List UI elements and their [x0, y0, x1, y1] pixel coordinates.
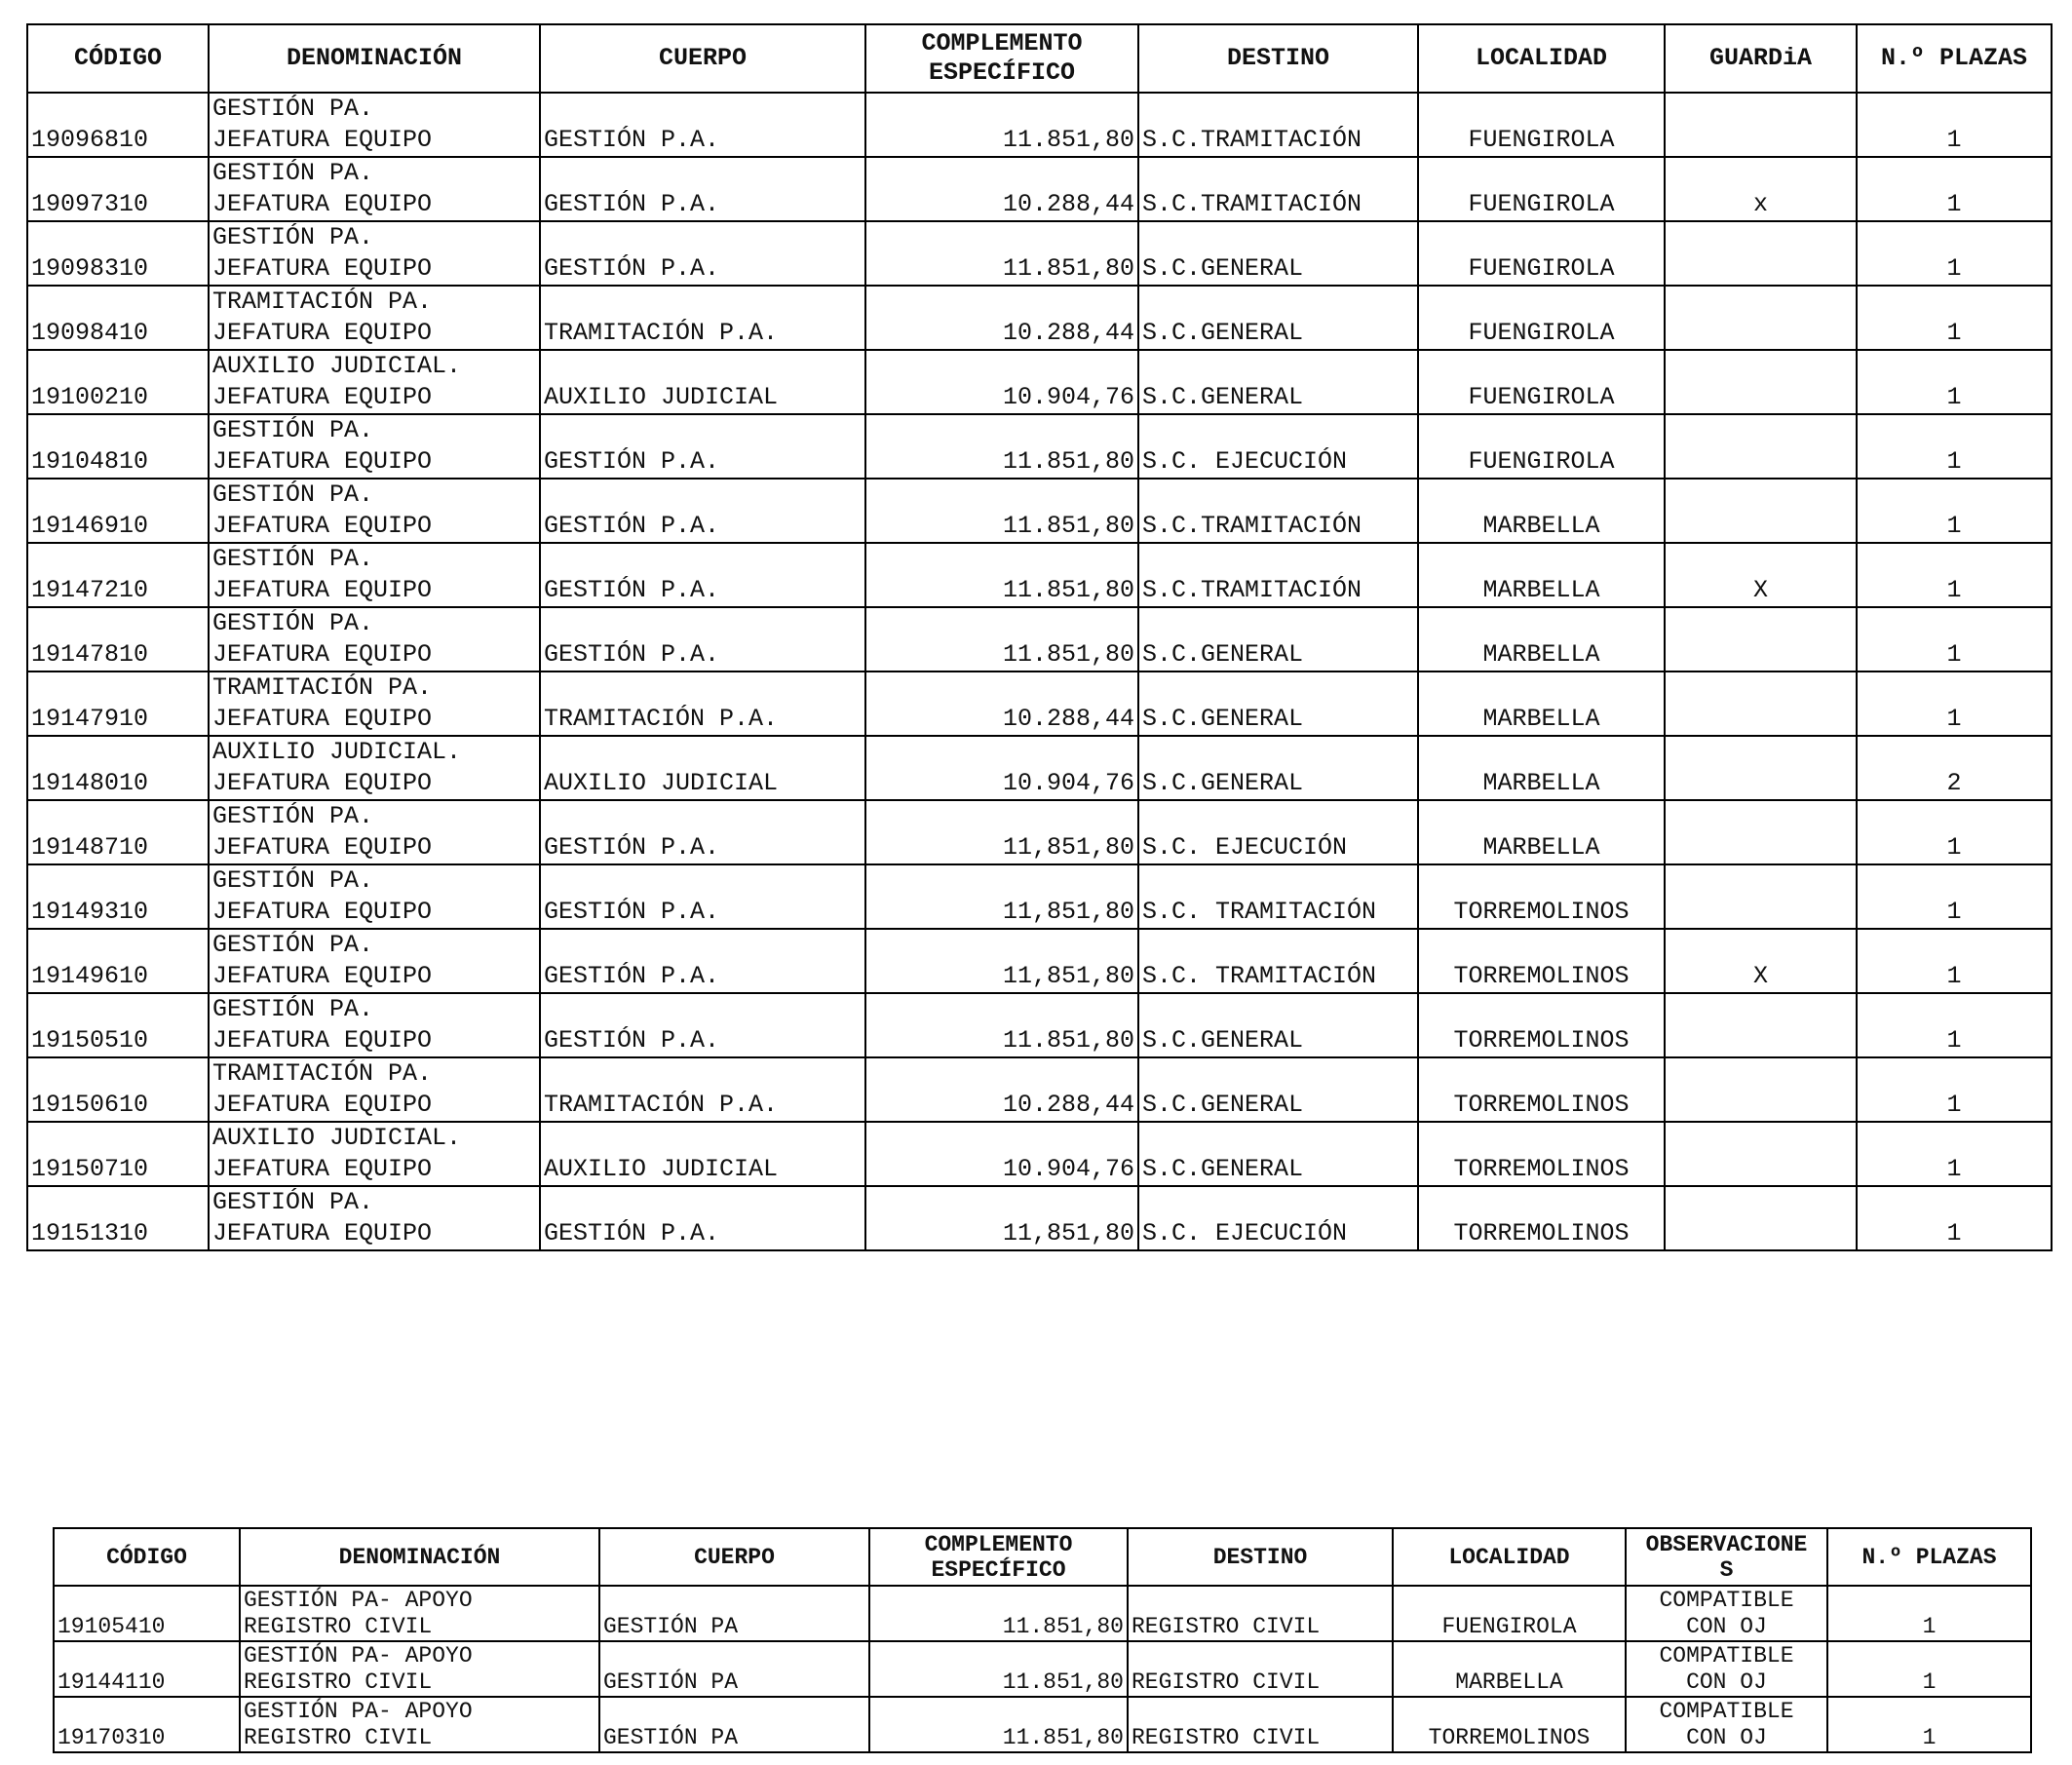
denominacion-cell	[209, 414, 540, 479]
table-header-row	[27, 24, 2052, 93]
guardia-cell	[1665, 479, 1857, 543]
localidad-cell: MARBELLA	[1418, 543, 1665, 607]
complemento-cell: 11,851,80	[865, 800, 1138, 864]
observaciones-cell	[1626, 1641, 1827, 1697]
codigo-cell: 19149610	[27, 929, 209, 993]
destino-cell: S.C.TRAMITACIÓN	[1138, 543, 1418, 607]
table-row	[27, 607, 2052, 671]
plazas-cell: 1	[1857, 607, 2052, 671]
denominacion-cell-line: REGISTRO CIVIL	[244, 1614, 433, 1639]
observaciones-cell-line: CON OJ	[1686, 1614, 1767, 1639]
table-row	[27, 671, 2052, 736]
plazas-cell: 1	[1857, 1186, 2052, 1250]
denominacion-cell-line: JEFATURA EQUIPO	[212, 1219, 433, 1247]
destino-cell: S.C.GENERAL	[1138, 350, 1418, 414]
denominacion-cell-line: TRAMITACIÓN PA.	[212, 288, 433, 316]
complemento-cell: 11.851,80	[865, 607, 1138, 671]
guardia-cell	[1665, 800, 1857, 864]
destino-cell: S.C. TRAMITACIÓN	[1138, 929, 1418, 993]
denominacion-cell	[209, 736, 540, 800]
localidad-cell: TORREMOLINOS	[1418, 1186, 1665, 1250]
destino-cell: S.C.TRAMITACIÓN	[1138, 157, 1418, 221]
denominacion-cell-line: GESTIÓN PA.	[212, 416, 374, 444]
header-guardia: GUARDiA	[1665, 24, 1857, 93]
destino-cell: S.C.GENERAL	[1138, 1057, 1418, 1122]
localidad-cell: FUENGIROLA	[1418, 93, 1665, 157]
puestos-table-jefatura	[26, 23, 2053, 1251]
cuerpo-cell: GESTIÓN P.A.	[540, 800, 865, 864]
codigo-cell: 19104810	[27, 414, 209, 479]
denominacion-cell-line: JEFATURA EQUIPO	[212, 576, 433, 604]
denominacion-cell	[209, 221, 540, 286]
puestos-table-registro-civil	[53, 1527, 2032, 1753]
codigo-cell: 19147810	[27, 607, 209, 671]
header-observaciones	[1626, 1528, 1827, 1586]
denominacion-cell-line: GESTIÓN PA- APOYO	[244, 1643, 473, 1669]
localidad-cell: FUENGIROLA	[1418, 221, 1665, 286]
guardia-cell	[1665, 1122, 1857, 1186]
cuerpo-cell: GESTIÓN PA	[599, 1641, 869, 1697]
codigo-cell: 19151310	[27, 1186, 209, 1250]
table-row	[54, 1586, 2031, 1641]
denominacion-cell	[209, 1057, 540, 1122]
table-row	[27, 1186, 2052, 1250]
plazas-cell: 1	[1857, 1122, 2052, 1186]
denominacion-cell-line: TRAMITACIÓN PA.	[212, 1059, 433, 1088]
complemento-cell: 11.851,80	[869, 1586, 1128, 1641]
header-observaciones-line: S	[1719, 1556, 1734, 1583]
codigo-cell: 19097310	[27, 157, 209, 221]
table-row	[27, 864, 2052, 929]
header-destino: DESTINO	[1138, 24, 1418, 93]
header-codigo: CÓDIGO	[27, 24, 209, 93]
denominacion-cell-line: JEFATURA EQUIPO	[212, 190, 433, 218]
denominacion-cell	[209, 864, 540, 929]
destino-cell: S.C. EJECUCIÓN	[1138, 414, 1418, 479]
destino-cell: S.C.GENERAL	[1138, 736, 1418, 800]
guardia-cell	[1665, 864, 1857, 929]
denominacion-cell-line: AUXILIO JUDICIAL.	[212, 738, 462, 766]
denominacion-cell-line: GESTIÓN PA.	[212, 159, 374, 187]
table-row	[27, 157, 2052, 221]
codigo-cell: 19147910	[27, 671, 209, 736]
table-row	[54, 1697, 2031, 1752]
header-complemento	[865, 24, 1138, 93]
cuerpo-cell: GESTIÓN P.A.	[540, 864, 865, 929]
guardia-cell	[1665, 993, 1857, 1057]
localidad-cell: MARBELLA	[1418, 671, 1665, 736]
denominacion-cell	[209, 1186, 540, 1250]
denominacion-cell-line: JEFATURA EQUIPO	[212, 833, 433, 862]
plazas-cell: 1	[1857, 221, 2052, 286]
codigo-cell: 19148010	[27, 736, 209, 800]
localidad-cell: TORREMOLINOS	[1418, 1057, 1665, 1122]
guardia-cell	[1665, 1057, 1857, 1122]
cuerpo-cell: TRAMITACIÓN P.A.	[540, 286, 865, 350]
plazas-cell: 1	[1827, 1697, 2031, 1752]
localidad-cell: TORREMOLINOS	[1418, 1122, 1665, 1186]
denominacion-cell-line: JEFATURA EQUIPO	[212, 769, 433, 797]
destino-cell: REGISTRO CIVIL	[1128, 1697, 1393, 1752]
destino-cell: REGISTRO CIVIL	[1128, 1641, 1393, 1697]
cuerpo-cell: GESTIÓN PA	[599, 1586, 869, 1641]
localidad-cell: TORREMOLINOS	[1418, 864, 1665, 929]
complemento-cell: 10.288,44	[865, 157, 1138, 221]
plazas-cell: 1	[1857, 414, 2052, 479]
localidad-cell: TORREMOLINOS	[1418, 993, 1665, 1057]
table-row	[27, 479, 2052, 543]
plazas-cell: 1	[1827, 1586, 2031, 1641]
codigo-cell: 19150510	[27, 993, 209, 1057]
observaciones-cell-line: CON OJ	[1686, 1725, 1767, 1750]
denominacion-cell-line: JEFATURA EQUIPO	[212, 319, 433, 347]
localidad-cell: FUENGIROLA	[1418, 350, 1665, 414]
denominacion-cell-line: GESTIÓN PA.	[212, 866, 374, 895]
observaciones-cell-line: CON OJ	[1686, 1669, 1767, 1695]
denominacion-cell-line: GESTIÓN PA.	[212, 1188, 374, 1216]
complemento-cell: 10.904,76	[865, 1122, 1138, 1186]
denominacion-cell	[209, 157, 540, 221]
codigo-cell: 19150710	[27, 1122, 209, 1186]
cuerpo-cell: GESTIÓN P.A.	[540, 414, 865, 479]
denominacion-cell-line: JEFATURA EQUIPO	[212, 1026, 433, 1055]
plazas-cell: 1	[1857, 929, 2052, 993]
plazas-cell: 2	[1857, 736, 2052, 800]
table-row	[27, 414, 2052, 479]
guardia-cell	[1665, 671, 1857, 736]
guardia-cell: X	[1665, 929, 1857, 993]
cuerpo-cell: AUXILIO JUDICIAL	[540, 1122, 865, 1186]
observaciones-cell	[1626, 1697, 1827, 1752]
complemento-cell: 11.851,80	[865, 543, 1138, 607]
denominacion-cell	[209, 929, 540, 993]
denominacion-cell-line: REGISTRO CIVIL	[244, 1725, 433, 1750]
localidad-cell: MARBELLA	[1393, 1641, 1626, 1697]
localidad-cell: FUENGIROLA	[1418, 414, 1665, 479]
localidad-cell: FUENGIROLA	[1418, 286, 1665, 350]
cuerpo-cell: GESTIÓN P.A.	[540, 221, 865, 286]
plazas-cell: 1	[1857, 864, 2052, 929]
guardia-cell	[1665, 286, 1857, 350]
table-row	[27, 543, 2052, 607]
table-row	[27, 800, 2052, 864]
denominacion-cell-line: JEFATURA EQUIPO	[212, 383, 433, 411]
complemento-cell: 11.851,80	[869, 1641, 1128, 1697]
destino-cell: S.C.GENERAL	[1138, 221, 1418, 286]
denominacion-cell-line: GESTIÓN PA.	[212, 931, 374, 959]
destino-cell: S.C.GENERAL	[1138, 286, 1418, 350]
localidad-cell: MARBELLA	[1418, 800, 1665, 864]
guardia-cell	[1665, 736, 1857, 800]
header-denominacion: DENOMINACIÓN	[240, 1528, 599, 1586]
denominacion-cell	[209, 607, 540, 671]
denominacion-cell-line: GESTIÓN PA- APOYO	[244, 1699, 473, 1724]
codigo-cell: 19149310	[27, 864, 209, 929]
localidad-cell: MARBELLA	[1418, 607, 1665, 671]
denominacion-cell	[209, 350, 540, 414]
table-row	[27, 929, 2052, 993]
observaciones-cell-line: COMPATIBLE	[1659, 1699, 1794, 1724]
cuerpo-cell: GESTIÓN P.A.	[540, 543, 865, 607]
codigo-cell: 19146910	[27, 479, 209, 543]
complemento-cell: 10.288,44	[865, 1057, 1138, 1122]
complemento-cell: 11,851,80	[865, 864, 1138, 929]
denominacion-cell	[209, 286, 540, 350]
table-row	[54, 1641, 2031, 1697]
cuerpo-cell: AUXILIO JUDICIAL	[540, 350, 865, 414]
guardia-cell	[1665, 350, 1857, 414]
codigo-cell: 19170310	[54, 1697, 240, 1752]
codigo-cell: 19150610	[27, 1057, 209, 1122]
header-complemento-line: ESPECÍFICO	[928, 58, 1076, 87]
denominacion-cell-line: GESTIÓN PA.	[212, 480, 374, 509]
guardia-cell: x	[1665, 157, 1857, 221]
destino-cell: S.C.TRAMITACIÓN	[1138, 479, 1418, 543]
header-complemento-line: COMPLEMENTO	[924, 1531, 1073, 1557]
localidad-cell: MARBELLA	[1418, 479, 1665, 543]
denominacion-cell-line: JEFATURA EQUIPO	[212, 962, 433, 990]
denominacion-cell-line: JEFATURA EQUIPO	[212, 1155, 433, 1183]
complemento-cell: 11.851,80	[865, 221, 1138, 286]
table-row	[27, 1122, 2052, 1186]
cuerpo-cell: GESTIÓN P.A.	[540, 93, 865, 157]
cuerpo-cell: AUXILIO JUDICIAL	[540, 736, 865, 800]
plazas-cell: 1	[1857, 993, 2052, 1057]
destino-cell: S.C.TRAMITACIÓN	[1138, 93, 1418, 157]
denominacion-cell-line: JEFATURA EQUIPO	[212, 447, 433, 476]
denominacion-cell	[209, 671, 540, 736]
denominacion-cell-line: GESTIÓN PA.	[212, 995, 374, 1023]
header-complemento	[869, 1528, 1128, 1586]
denominacion-cell-line: REGISTRO CIVIL	[244, 1669, 433, 1695]
guardia-cell	[1665, 414, 1857, 479]
codigo-cell: 19105410	[54, 1586, 240, 1641]
denominacion-cell-line: GESTIÓN PA.	[212, 802, 374, 830]
cuerpo-cell: GESTIÓN P.A.	[540, 479, 865, 543]
cuerpo-cell: GESTIÓN P.A.	[540, 157, 865, 221]
plazas-cell: 1	[1857, 1057, 2052, 1122]
plazas-cell: 1	[1857, 479, 2052, 543]
codigo-cell: 19098310	[27, 221, 209, 286]
complemento-cell: 10.904,76	[865, 736, 1138, 800]
destino-cell: S.C. EJECUCIÓN	[1138, 1186, 1418, 1250]
denominacion-cell	[240, 1586, 599, 1641]
observaciones-cell-line: COMPATIBLE	[1659, 1588, 1794, 1613]
denominacion-cell-line: GESTIÓN PA.	[212, 95, 374, 123]
denominacion-cell-line: GESTIÓN PA.	[212, 223, 374, 251]
complemento-cell: 11.851,80	[865, 993, 1138, 1057]
table-row	[27, 736, 2052, 800]
localidad-cell: FUENGIROLA	[1418, 157, 1665, 221]
header-localidad: LOCALIDAD	[1393, 1528, 1626, 1586]
complemento-cell: 10.288,44	[865, 286, 1138, 350]
cuerpo-cell: GESTIÓN P.A.	[540, 607, 865, 671]
plazas-cell: 1	[1857, 543, 2052, 607]
plazas-cell: 1	[1857, 671, 2052, 736]
denominacion-cell-line: JEFATURA EQUIPO	[212, 254, 433, 283]
guardia-cell	[1665, 607, 1857, 671]
complemento-cell: 11.851,80	[869, 1697, 1128, 1752]
table-row	[27, 350, 2052, 414]
destino-cell: S.C.GENERAL	[1138, 1122, 1418, 1186]
table-row	[27, 221, 2052, 286]
complemento-cell: 11,851,80	[865, 1186, 1138, 1250]
denominacion-cell	[209, 800, 540, 864]
denominacion-cell-line: GESTIÓN PA- APOYO	[244, 1588, 473, 1613]
complemento-cell: 11,851,80	[865, 929, 1138, 993]
header-observaciones-line: OBSERVACIONE	[1645, 1531, 1808, 1557]
denominacion-cell	[240, 1641, 599, 1697]
denominacion-cell-line: JEFATURA EQUIPO	[212, 126, 433, 154]
guardia-cell: X	[1665, 543, 1857, 607]
codigo-cell: 19098410	[27, 286, 209, 350]
guardia-cell	[1665, 93, 1857, 157]
denominacion-cell-line: JEFATURA EQUIPO	[212, 705, 433, 733]
plazas-cell: 1	[1857, 286, 2052, 350]
codigo-cell: 19148710	[27, 800, 209, 864]
plazas-cell: 1	[1857, 157, 2052, 221]
codigo-cell: 19147210	[27, 543, 209, 607]
denominacion-cell	[209, 993, 540, 1057]
plazas-cell: 1	[1827, 1641, 2031, 1697]
localidad-cell: MARBELLA	[1418, 736, 1665, 800]
cuerpo-cell: GESTIÓN PA	[599, 1697, 869, 1752]
destino-cell: REGISTRO CIVIL	[1128, 1586, 1393, 1641]
cuerpo-cell: GESTIÓN P.A.	[540, 1186, 865, 1250]
table-row	[27, 286, 2052, 350]
denominacion-cell-line: JEFATURA EQUIPO	[212, 640, 433, 669]
cuerpo-cell: TRAMITACIÓN P.A.	[540, 671, 865, 736]
codigo-cell: 19100210	[27, 350, 209, 414]
denominacion-cell	[209, 543, 540, 607]
header-codigo: CÓDIGO	[54, 1528, 240, 1586]
header-plazas: N.º PLAZAS	[1827, 1528, 2031, 1586]
cuerpo-cell: TRAMITACIÓN P.A.	[540, 1057, 865, 1122]
header-cuerpo: CUERPO	[540, 24, 865, 93]
complemento-cell: 11.851,80	[865, 93, 1138, 157]
header-localidad: LOCALIDAD	[1418, 24, 1665, 93]
table-row	[27, 993, 2052, 1057]
localidad-cell: FUENGIROLA	[1393, 1586, 1626, 1641]
denominacion-cell	[209, 479, 540, 543]
table-row	[27, 93, 2052, 157]
destino-cell: S.C. TRAMITACIÓN	[1138, 864, 1418, 929]
destino-cell: S.C.GENERAL	[1138, 671, 1418, 736]
denominacion-cell-line: GESTIÓN PA.	[212, 609, 374, 637]
header-destino: DESTINO	[1128, 1528, 1393, 1586]
complemento-cell: 10.904,76	[865, 350, 1138, 414]
codigo-cell: 19144110	[54, 1641, 240, 1697]
denominacion-cell-line: JEFATURA EQUIPO	[212, 1091, 433, 1119]
denominacion-cell-line: AUXILIO JUDICIAL.	[212, 352, 462, 380]
codigo-cell: 19096810	[27, 93, 209, 157]
destino-cell: S.C.GENERAL	[1138, 993, 1418, 1057]
destino-cell: S.C. EJECUCIÓN	[1138, 800, 1418, 864]
plazas-cell: 1	[1857, 800, 2052, 864]
localidad-cell: TORREMOLINOS	[1393, 1697, 1626, 1752]
denominacion-cell-line: GESTIÓN PA.	[212, 545, 374, 573]
table-header-row	[54, 1528, 2031, 1586]
header-complemento-line: ESPECÍFICO	[931, 1556, 1066, 1583]
header-cuerpo: CUERPO	[599, 1528, 869, 1586]
complemento-cell: 11.851,80	[865, 414, 1138, 479]
denominacion-cell-line: TRAMITACIÓN PA.	[212, 673, 433, 702]
complemento-cell: 11.851,80	[865, 479, 1138, 543]
guardia-cell	[1665, 1186, 1857, 1250]
plazas-cell: 1	[1857, 93, 2052, 157]
denominacion-cell	[240, 1697, 599, 1752]
header-denominacion: DENOMINACIÓN	[209, 24, 540, 93]
cuerpo-cell: GESTIÓN P.A.	[540, 929, 865, 993]
complemento-cell: 10.288,44	[865, 671, 1138, 736]
denominacion-cell-line: JEFATURA EQUIPO	[212, 512, 433, 540]
guardia-cell	[1665, 221, 1857, 286]
table-row	[27, 1057, 2052, 1122]
plazas-cell: 1	[1857, 350, 2052, 414]
denominacion-cell	[209, 93, 540, 157]
observaciones-cell	[1626, 1586, 1827, 1641]
header-complemento-line: COMPLEMENTO	[921, 29, 1083, 58]
observaciones-cell-line: COMPATIBLE	[1659, 1643, 1794, 1669]
header-plazas: N.º PLAZAS	[1857, 24, 2052, 93]
localidad-cell: TORREMOLINOS	[1418, 929, 1665, 993]
denominacion-cell	[209, 1122, 540, 1186]
cuerpo-cell: GESTIÓN P.A.	[540, 993, 865, 1057]
denominacion-cell-line: JEFATURA EQUIPO	[212, 898, 433, 926]
denominacion-cell-line: AUXILIO JUDICIAL.	[212, 1124, 462, 1152]
destino-cell: S.C.GENERAL	[1138, 607, 1418, 671]
